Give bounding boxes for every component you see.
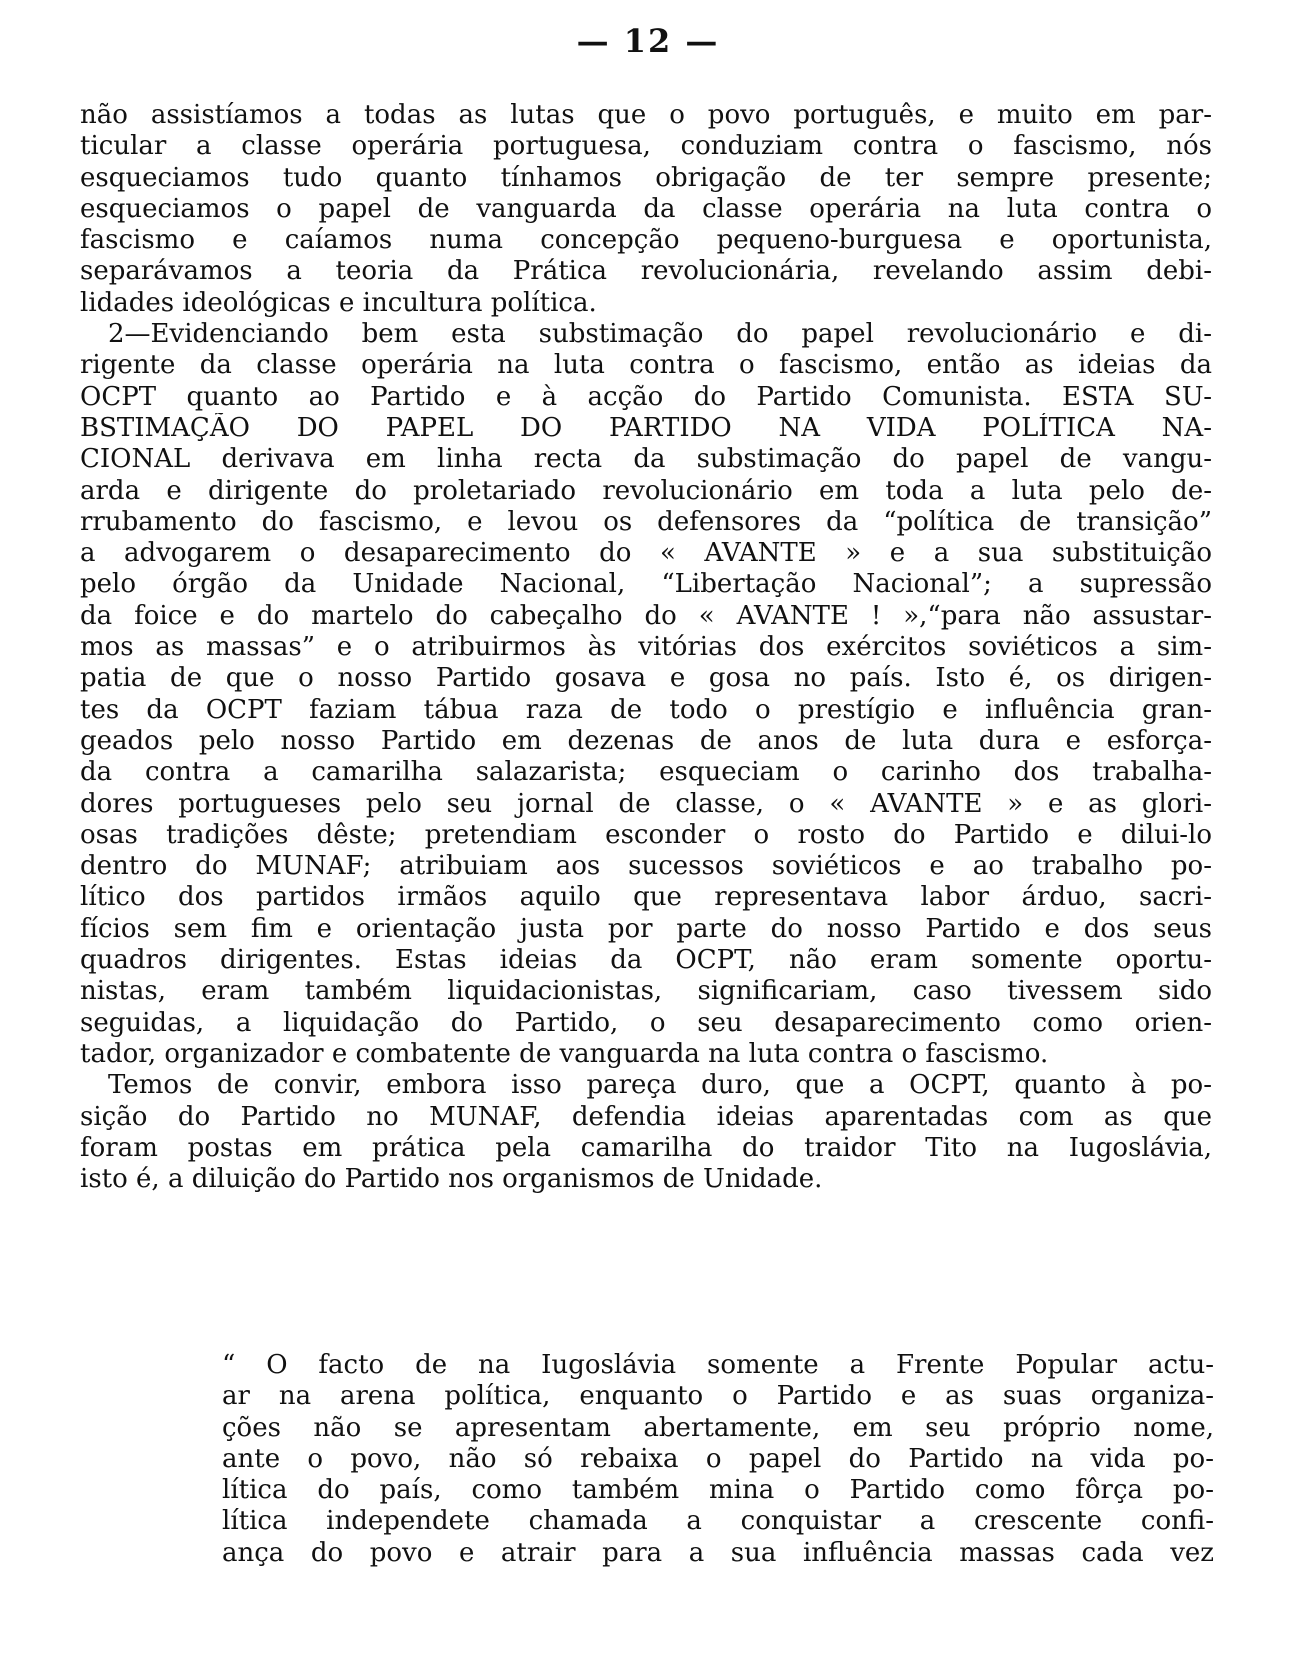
- text-line: não assistíamos a todas as lutas que o povo português, e muito em par-: [80, 100, 1212, 130]
- text-line: esqueciamos o papel de vanguarda da classe operária na luta contra o: [80, 193, 1212, 224]
- text-line: isto é, a diluição do Partido nos organismos de Unidade.: [80, 1164, 823, 1195]
- text-line: osas tradições dêste; pretendiam esconder o rosto do Partido e dilui-lo: [80, 819, 1212, 850]
- text-line: fascismo e caíamos numa concepção pequeno-burguesa e oportunista,: [80, 225, 1212, 256]
- text-line: geados pelo nosso Partido em dezenas de anos de luta dura e esforça-: [80, 725, 1212, 756]
- text-line: OCPT quanto ao Partido e à acção do Partido Comunista. ESTA SU-: [80, 381, 1212, 412]
- quote-line: “ O facto de na Iugoslávia somente a Frente Popular actu-: [222, 1350, 1214, 1380]
- text-line: separávamos a teoria da Prática revolucionária, revelando assim debi-: [80, 256, 1212, 287]
- quote-line: ança do povo e atrair para a sua influência massas cada vez: [222, 1537, 1214, 1568]
- text-line: 2—Evidenciando bem esta substimação do papel revolucionário e di-: [108, 319, 1212, 350]
- text-line: lítico dos partidos irmãos aquilo que representava labor árduo, sacri-: [80, 882, 1212, 913]
- quote-line: lítica do país, como também mina o Partido como fôrça po-: [222, 1475, 1214, 1506]
- text-line: fícios sem fim e orientação justa por parte do nosso Partido e dos seus: [80, 913, 1212, 944]
- text-line: dores portugueses pelo seu jornal de classe, o « AVANTE » e as glori-: [80, 788, 1212, 819]
- text-line: CIONAL derivava em linha recta da substimação do papel de vangu-: [80, 444, 1212, 475]
- text-line: lidades ideológicas e incultura política.: [80, 287, 597, 318]
- text-line: rrubamento do fascismo, e levou os defensores da “política de transição”: [80, 506, 1212, 537]
- quote-line: ções não se apresentam abertamente, em seu próprio nome,: [222, 1412, 1214, 1443]
- text-line: tador, organizador e combatente de vanguarda na luta contra o fascismo.: [80, 1038, 1049, 1069]
- quote-line: ar na arena política, enquanto o Partido e as suas organiza-: [222, 1381, 1214, 1412]
- text-line: rigente da classe operária na luta contra o fascismo, então as ideias da: [80, 350, 1212, 381]
- body-text: [80, 100, 1212, 1195]
- text-line: BSTIMAÇÃO DO PAPEL DO PARTIDO NA VIDA POLÍTICA NA-: [80, 412, 1212, 443]
- text-line: da contra a camarilha salazarista; esqueciam o carinho dos trabalha-: [80, 757, 1212, 788]
- text-line: dentro do MUNAF; atribuiam aos sucessos soviéticos e ao trabalho po-: [80, 851, 1212, 882]
- text-line: patia de que o nosso Partido gosava e gosa no país. Isto é, os dirigen-: [80, 663, 1212, 694]
- text-line: tes da OCPT faziam tábua raza de todo o prestígio e influência gran-: [80, 694, 1212, 725]
- text-line: esqueciamos tudo quanto tínhamos obrigação de ter sempre presente;: [80, 162, 1212, 193]
- text-line: sição do Partido no MUNAF, defendia ideias aparentadas com as que: [80, 1101, 1212, 1132]
- text-line: da foice e do martelo do cabeçalho do « AVANTE ! »,“para não assustar-: [80, 600, 1212, 631]
- text-line: Temos de convir, embora isso pareça duro, que a OCPT, quanto à po-: [108, 1070, 1212, 1101]
- page-number: — 12 —: [576, 22, 720, 60]
- text-line: pelo órgão da Unidade Nacional, “Libertação Nacional”; a supressão: [80, 569, 1212, 600]
- text-line: nistas, eram também liquidacionistas, significariam, caso tivessem sido: [80, 976, 1212, 1007]
- text-line: ticular a classe operária portuguesa, conduziam contra o fascismo, nós: [80, 131, 1212, 162]
- text-line: quadros dirigentes. Estas ideias da OCPT, não eram somente oportu-: [80, 945, 1212, 976]
- quotation-block: [222, 1350, 1214, 1569]
- quote-line: ante o povo, não só rebaixa o papel do Partido na vida po-: [222, 1443, 1214, 1474]
- text-line: a advogarem o desaparecimento do « AVANTE » e a sua substituição: [80, 538, 1212, 569]
- text-line: mos as massas” e o atribuirmos às vitórias dos exércitos soviéticos a sim-: [80, 632, 1212, 663]
- quote-line: lítica independete chamada a conquistar a crescente confi-: [222, 1506, 1214, 1537]
- text-line: foram postas em prática pela camarilha do traidor Tito na Iugoslávia,: [80, 1132, 1212, 1163]
- text-line: arda e dirigente do proletariado revolucionário em toda a luta pelo de-: [80, 475, 1212, 506]
- text-line: seguidas, a liquidação do Partido, o seu desaparecimento como orien-: [80, 1007, 1212, 1038]
